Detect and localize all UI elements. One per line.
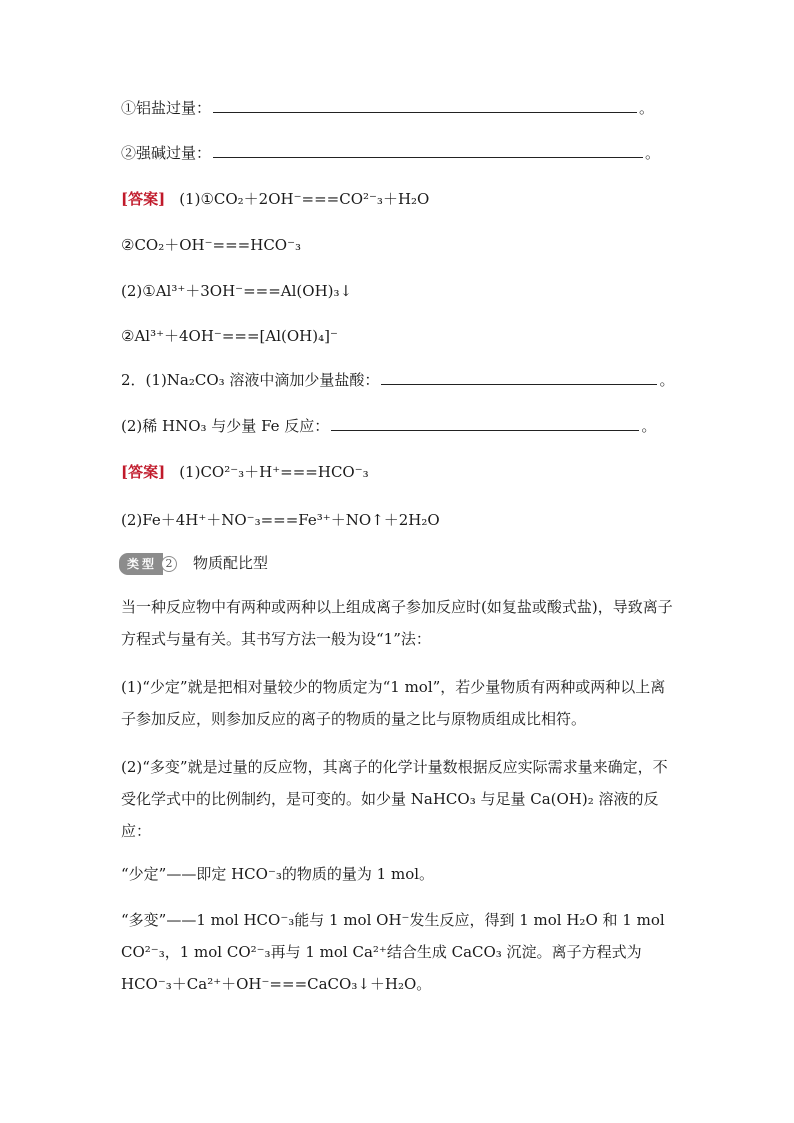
answer-1-line-1 (121, 189, 429, 209)
q2-line-2 (121, 416, 656, 436)
answer-1-line-3 (121, 281, 352, 301)
q1-item-1-label: ①铝盐过量： (121, 99, 212, 117)
answer-1-eq-2: ②CO₂＋OH⁻===HCO⁻₃ (121, 236, 302, 254)
type-heading (119, 553, 268, 575)
answer-blank-3[interactable] (381, 370, 657, 385)
q1-item-1 (121, 98, 654, 118)
answer-blank-4[interactable] (331, 416, 639, 431)
answer-2-eq-2: (2)Fe＋4H⁺＋NO⁻₃===Fe³⁺＋NO↑＋2H₂O (121, 511, 440, 529)
answer-blank-1[interactable] (213, 98, 637, 113)
answer-1-eq-3: (2)①Al³⁺＋3OH⁻===Al(OH)₃↓ (121, 282, 353, 300)
paragraph-example-2: “多变”——1 mol HCO⁻₃能与 1 mol OH⁻发生反应，得到 1 mol H₂O 和 1 mol CO²⁻₃，1 mol CO²⁻₃再与 1 mol Ca²⁺结合生成 CaCO₃ 沉淀。离子方程式为 HCO⁻₃＋Ca²⁺＋OH⁻===CaCO₃↓＋H₂O。 (121, 911, 665, 993)
answer-1-eq-4: ②Al³⁺＋4OH⁻===[Al(OH)₄]⁻ (121, 327, 338, 345)
q2-prompt-1: 2．(1)Na₂CO₃ 溶液中滴加少量盐酸： (121, 371, 380, 389)
q2-end-1: 。 (659, 371, 675, 389)
answer-label: [答案] (121, 190, 166, 208)
paragraph-example-1: “少定”——即定 HCO⁻₃的物质的量为 1 mol。 (121, 865, 435, 883)
answer-blank-2[interactable] (213, 143, 643, 158)
paragraph-duobian: (2)“多变”就是过量的反应物，其离子的化学计量数根据反应实际需求量来确定，不受化学式中的比例制约，是可变的。如少量 NaHCO₃ 与足量 Ca(OH)₂ 溶液的反应： (121, 758, 668, 840)
answer-2-eq-1: (1)CO²⁻₃＋H⁺===HCO⁻₃ (179, 463, 369, 481)
type-badge: 类型 (119, 553, 163, 575)
type-number: 2 (161, 556, 177, 572)
q1-item-1-end: 。 (639, 99, 655, 117)
answer-2-line-2 (121, 510, 440, 530)
q1-item-2 (121, 143, 660, 163)
q2-prompt-2: (2)稀 HNO₃ 与少量 Fe 反应： (121, 417, 330, 435)
answer-2-line-1 (121, 462, 369, 482)
answer-1-line-4 (121, 326, 338, 346)
q1-item-2-end: 。 (645, 144, 661, 162)
q1-item-2-label: ②强碱过量： (121, 144, 212, 162)
q2-line-1 (121, 370, 674, 390)
paragraph-shaoding: (1)“少定”就是把相对量较少的物质定为“1 mol”，若少量物质有两种或两种以上离子参加反应，则参加反应的离子的物质的量之比与原物质组成比相符。 (121, 678, 666, 728)
q2-end-2: 。 (641, 417, 657, 435)
paragraph-intro: 当一种反应物中有两种或两种以上组成离子参加反应时(如复盐或酸式盐)，导致离子方程式与量有关。其书写方法一般为设“1”法： (121, 598, 673, 648)
type-title: 物质配比型 (193, 554, 269, 572)
answer-label-2: [答案] (121, 463, 166, 481)
answer-1-line-2 (121, 235, 301, 255)
answer-1-eq-1: (1)①CO₂＋2OH⁻===CO²⁻₃＋H₂O (179, 190, 430, 208)
